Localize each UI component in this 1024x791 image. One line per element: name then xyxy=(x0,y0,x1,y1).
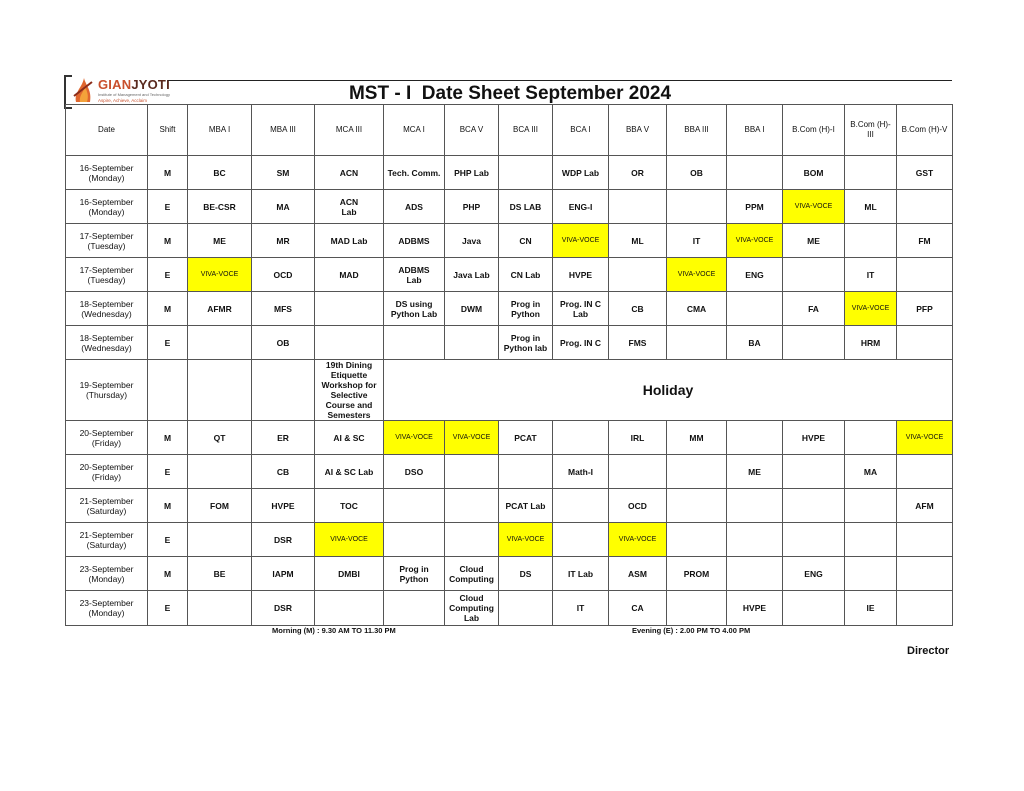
exam-cell xyxy=(727,421,783,455)
exam-cell: ASM xyxy=(609,557,667,591)
exam-cell: PFP xyxy=(897,292,953,326)
exam-cell: ACN xyxy=(315,156,384,190)
exam-cell: HVPE xyxy=(783,421,845,455)
institute-logo xyxy=(64,73,168,107)
exam-cell: QT xyxy=(188,421,252,455)
exam-cell xyxy=(609,455,667,489)
exam-cell xyxy=(667,523,727,557)
column-header: MBA I xyxy=(188,105,252,156)
date-cell: 20-September (Friday) xyxy=(66,421,148,455)
exam-cell xyxy=(445,489,499,523)
exam-cell xyxy=(315,591,384,626)
exam-cell xyxy=(315,326,384,360)
exam-cell: OCD xyxy=(252,258,315,292)
shift-cell: E xyxy=(148,258,188,292)
exam-cell: TOC xyxy=(315,489,384,523)
column-header: BBA I xyxy=(727,105,783,156)
date-cell: 17-September (Tuesday) xyxy=(66,224,148,258)
exam-cell: DSR xyxy=(252,523,315,557)
table-row xyxy=(66,455,953,489)
shift-cell: E xyxy=(148,455,188,489)
logo-tagline: Aspire, Achieve, Acclaim xyxy=(98,98,148,103)
exam-cell: CA xyxy=(609,591,667,626)
exam-cell xyxy=(609,190,667,224)
exam-cell xyxy=(783,326,845,360)
shift-cell xyxy=(148,360,188,421)
exam-cell: IT xyxy=(553,591,609,626)
table-row xyxy=(66,224,953,258)
exam-cell: Prog in Python xyxy=(384,557,445,591)
exam-cell: MR xyxy=(252,224,315,258)
viva-voce-cell: VIVA-VOCE xyxy=(188,258,252,292)
exam-cell: DS xyxy=(499,557,553,591)
exam-cell xyxy=(553,421,609,455)
exam-cell: ENG xyxy=(727,258,783,292)
workshop-cell: 19th Dining Etiquette Workshop for Selective Course and Semesters xyxy=(315,360,384,421)
exam-cell: ML xyxy=(609,224,667,258)
table-row xyxy=(66,190,953,224)
exam-cell: BC xyxy=(188,156,252,190)
exam-cell: HVPE xyxy=(727,591,783,626)
exam-cell: IAPM xyxy=(252,557,315,591)
exam-cell xyxy=(667,455,727,489)
exam-cell: PCAT Lab xyxy=(499,489,553,523)
exam-cell: FOM xyxy=(188,489,252,523)
exam-cell: Cloud Computing xyxy=(445,557,499,591)
evening-timing: Evening (E) : 2.00 PM TO 4.00 PM xyxy=(632,626,751,635)
viva-voce-cell: VIVA-VOCE xyxy=(315,523,384,557)
exam-cell: IT xyxy=(845,258,897,292)
exam-cell: Cloud Computing Lab xyxy=(445,591,499,626)
exam-cell xyxy=(384,523,445,557)
exam-cell xyxy=(384,489,445,523)
date-cell: 18-September (Wednesday) xyxy=(66,326,148,360)
exam-cell: ADBMS Lab xyxy=(384,258,445,292)
exam-cell: IE xyxy=(845,591,897,626)
exam-cell xyxy=(445,455,499,489)
exam-cell xyxy=(667,190,727,224)
date-cell: 16-September (Monday) xyxy=(66,190,148,224)
exam-cell: OR xyxy=(609,156,667,190)
exam-cell: Prog in Python xyxy=(499,292,553,326)
table-row xyxy=(66,360,953,421)
exam-cell: PPM xyxy=(727,190,783,224)
exam-cell: AI & SC Lab xyxy=(315,455,384,489)
exam-cell xyxy=(845,557,897,591)
exam-cell xyxy=(845,421,897,455)
exam-cell: CMA xyxy=(667,292,727,326)
exam-cell xyxy=(188,523,252,557)
exam-cell xyxy=(783,489,845,523)
exam-cell: Prog. IN C Lab xyxy=(553,292,609,326)
date-cell: 23-September (Monday) xyxy=(66,557,148,591)
exam-cell xyxy=(252,360,315,421)
exam-cell xyxy=(897,523,953,557)
director-signature: Director xyxy=(907,645,950,657)
exam-cell xyxy=(188,455,252,489)
exam-cell xyxy=(897,591,953,626)
exam-cell: ACN Lab xyxy=(315,190,384,224)
exam-cell xyxy=(783,591,845,626)
date-sheet-table xyxy=(65,104,953,626)
exam-cell: Java xyxy=(445,224,499,258)
viva-voce-cell: VIVA-VOCE xyxy=(667,258,727,292)
exam-cell: FA xyxy=(783,292,845,326)
exam-cell: ME xyxy=(727,455,783,489)
date-cell: 20-September (Friday) xyxy=(66,455,148,489)
exam-cell: IT Lab xyxy=(553,557,609,591)
viva-voce-cell: VIVA-VOCE xyxy=(783,190,845,224)
page-title: MST - I Date Sheet September 2024 xyxy=(348,83,672,104)
exam-cell: ADS xyxy=(384,190,445,224)
exam-cell xyxy=(553,523,609,557)
table-row xyxy=(66,326,953,360)
viva-voce-cell: VIVA-VOCE xyxy=(445,421,499,455)
exam-cell: DS LAB xyxy=(499,190,553,224)
exam-cell xyxy=(553,489,609,523)
exam-cell: PHP xyxy=(445,190,499,224)
column-header: BBA III xyxy=(667,105,727,156)
column-header: B.Com (H)-I xyxy=(783,105,845,156)
exam-cell: MA xyxy=(845,455,897,489)
exam-cell: DS using Python Lab xyxy=(384,292,445,326)
exam-cell: Prog. IN C xyxy=(553,326,609,360)
flame-icon xyxy=(72,74,96,104)
table-row xyxy=(66,523,953,557)
exam-cell xyxy=(897,455,953,489)
viva-voce-cell: VIVA-VOCE xyxy=(897,421,953,455)
viva-voce-cell: VIVA-VOCE xyxy=(553,224,609,258)
viva-voce-cell: VIVA-VOCE xyxy=(845,292,897,326)
shift-cell: M xyxy=(148,557,188,591)
morning-timing: Morning (M) : 9.30 AM TO 11.30 PM xyxy=(272,626,396,635)
exam-cell: PROM xyxy=(667,557,727,591)
exam-cell: ME xyxy=(783,224,845,258)
exam-cell xyxy=(499,455,553,489)
exam-cell: BA xyxy=(727,326,783,360)
exam-cell: DSO xyxy=(384,455,445,489)
exam-cell: Tech. Comm. xyxy=(384,156,445,190)
exam-cell: ADBMS xyxy=(384,224,445,258)
column-header: BCA V xyxy=(445,105,499,156)
exam-cell xyxy=(783,258,845,292)
exam-cell xyxy=(783,523,845,557)
exam-cell xyxy=(727,557,783,591)
date-cell: 19-September (Thursday) xyxy=(66,360,148,421)
shift-cell: M xyxy=(148,489,188,523)
column-header: B.Com (H)-III xyxy=(845,105,897,156)
exam-cell xyxy=(188,591,252,626)
shift-cell: E xyxy=(148,591,188,626)
exam-cell: HVPE xyxy=(553,258,609,292)
exam-cell: HRM xyxy=(845,326,897,360)
exam-cell: PCAT xyxy=(499,421,553,455)
header-row xyxy=(66,105,953,156)
exam-cell: ML xyxy=(845,190,897,224)
column-header: BBA V xyxy=(609,105,667,156)
exam-cell: CN Lab xyxy=(499,258,553,292)
exam-cell xyxy=(667,489,727,523)
exam-cell: ENG-I xyxy=(553,190,609,224)
exam-cell: AFMR xyxy=(188,292,252,326)
exam-cell xyxy=(445,523,499,557)
exam-cell: DSR xyxy=(252,591,315,626)
exam-cell: PHP Lab xyxy=(445,156,499,190)
exam-cell: WDP Lab xyxy=(553,156,609,190)
exam-cell xyxy=(384,326,445,360)
exam-cell: SM xyxy=(252,156,315,190)
exam-cell xyxy=(499,591,553,626)
exam-cell xyxy=(845,523,897,557)
exam-cell xyxy=(897,557,953,591)
exam-cell: FM xyxy=(897,224,953,258)
exam-cell xyxy=(188,360,252,421)
exam-cell: MFS xyxy=(252,292,315,326)
exam-cell: DMBI xyxy=(315,557,384,591)
exam-cell xyxy=(445,326,499,360)
viva-voce-cell: VIVA-VOCE xyxy=(384,421,445,455)
exam-cell: HVPE xyxy=(252,489,315,523)
exam-cell: AI & SC xyxy=(315,421,384,455)
exam-cell xyxy=(845,224,897,258)
shift-cell: E xyxy=(148,523,188,557)
column-header: MCA III xyxy=(315,105,384,156)
exam-cell: MAD xyxy=(315,258,384,292)
column-header: BCA III xyxy=(499,105,553,156)
table-row xyxy=(66,557,953,591)
exam-cell xyxy=(897,190,953,224)
exam-cell: BE xyxy=(188,557,252,591)
exam-cell: Java Lab xyxy=(445,258,499,292)
date-cell: 21-September (Saturday) xyxy=(66,489,148,523)
shift-cell: M xyxy=(148,292,188,326)
date-cell: 17-September (Tuesday) xyxy=(66,258,148,292)
table-row xyxy=(66,292,953,326)
exam-cell: OB xyxy=(252,326,315,360)
exam-cell xyxy=(384,591,445,626)
viva-voce-cell: VIVA-VOCE xyxy=(727,224,783,258)
exam-cell: OCD xyxy=(609,489,667,523)
viva-voce-cell: VIVA-VOCE xyxy=(609,523,667,557)
exam-cell: AFM xyxy=(897,489,953,523)
exam-cell: MAD Lab xyxy=(315,224,384,258)
table-row xyxy=(66,421,953,455)
exam-cell: IRL xyxy=(609,421,667,455)
exam-cell: IT xyxy=(667,224,727,258)
shift-cell: E xyxy=(148,326,188,360)
date-cell: 23-September (Monday) xyxy=(66,591,148,626)
column-header: BCA I xyxy=(553,105,609,156)
logo-subtitle: Institute of Management and Technology xyxy=(98,92,170,97)
exam-cell: ER xyxy=(252,421,315,455)
exam-cell: MM xyxy=(667,421,727,455)
table-row xyxy=(66,258,953,292)
shift-cell: M xyxy=(148,156,188,190)
exam-cell xyxy=(727,156,783,190)
exam-cell xyxy=(667,591,727,626)
exam-cell xyxy=(845,489,897,523)
exam-cell xyxy=(727,489,783,523)
title-rule xyxy=(168,80,952,81)
table-row xyxy=(66,591,953,626)
column-header: Date xyxy=(66,105,148,156)
exam-cell: Math-I xyxy=(553,455,609,489)
column-header: Shift xyxy=(148,105,188,156)
exam-cell xyxy=(188,326,252,360)
exam-cell xyxy=(897,258,953,292)
holiday-cell: Holiday xyxy=(384,360,953,421)
exam-cell: Prog in Python lab xyxy=(499,326,553,360)
exam-cell: CB xyxy=(609,292,667,326)
column-header: MCA I xyxy=(384,105,445,156)
exam-cell: ME xyxy=(188,224,252,258)
exam-cell xyxy=(783,455,845,489)
column-header: MBA III xyxy=(252,105,315,156)
table-row xyxy=(66,156,953,190)
exam-cell xyxy=(609,258,667,292)
exam-cell: FMS xyxy=(609,326,667,360)
exam-cell xyxy=(315,292,384,326)
exam-cell xyxy=(499,156,553,190)
shift-cell: M xyxy=(148,421,188,455)
exam-cell: DWM xyxy=(445,292,499,326)
exam-cell xyxy=(727,523,783,557)
table-row xyxy=(66,489,953,523)
exam-cell: OB xyxy=(667,156,727,190)
exam-cell: BOM xyxy=(783,156,845,190)
date-cell: 21-September (Saturday) xyxy=(66,523,148,557)
shift-cell: E xyxy=(148,190,188,224)
viva-voce-cell: VIVA-VOCE xyxy=(499,523,553,557)
exam-cell: ENG xyxy=(783,557,845,591)
date-cell: 18-September (Wednesday) xyxy=(66,292,148,326)
exam-cell: GST xyxy=(897,156,953,190)
exam-cell: MA xyxy=(252,190,315,224)
exam-cell xyxy=(897,326,953,360)
exam-cell: CB xyxy=(252,455,315,489)
column-header: B.Com (H)-V xyxy=(897,105,953,156)
exam-cell xyxy=(667,326,727,360)
exam-cell: CN xyxy=(499,224,553,258)
date-cell: 16-September (Monday) xyxy=(66,156,148,190)
logo-brand: GIANJYOTI xyxy=(98,77,170,92)
shift-cell: M xyxy=(148,224,188,258)
exam-cell xyxy=(727,292,783,326)
exam-cell xyxy=(845,156,897,190)
exam-cell: BE-CSR xyxy=(188,190,252,224)
